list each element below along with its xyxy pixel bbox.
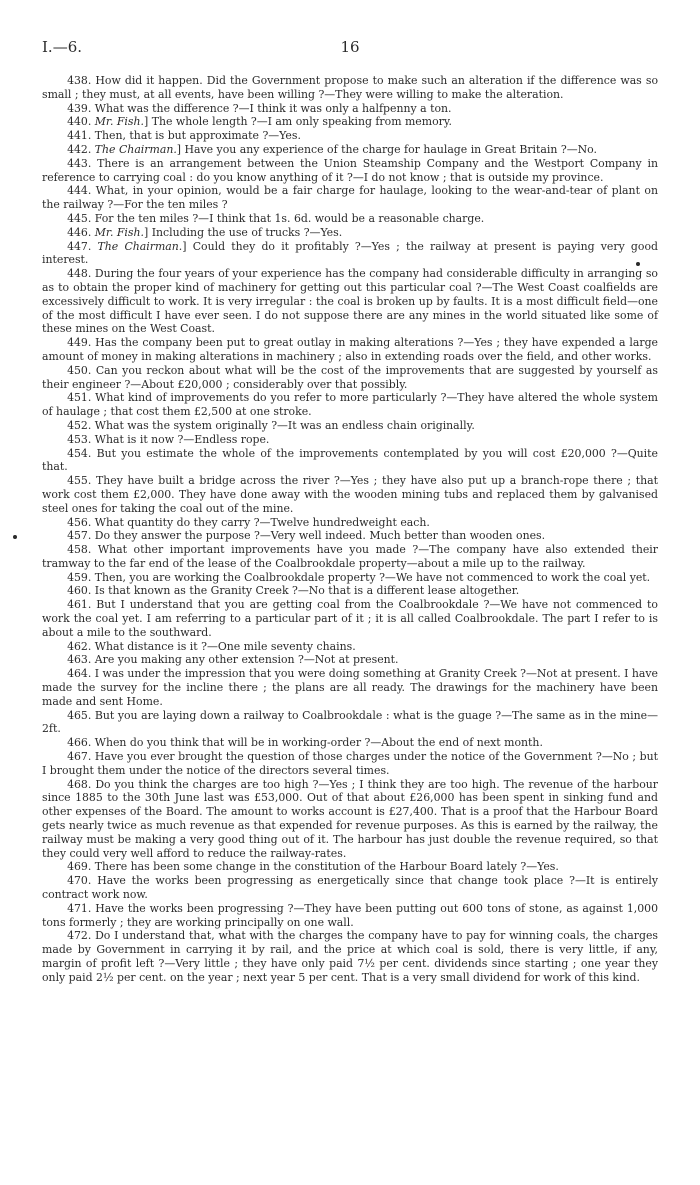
paragraph-text: 438. How did it happen. Did the Government propose to make such an alteration if the difference was so small ; they must, at all events, have been willing ?—They were willing to make the alteration. [42, 74, 658, 101]
paragraph-text: 461. But I understand that you are getting coal from the Coalbrookdale ?—We have not commenced to work the coal yet. I am referring to a particular part of it ; it is all called Coalbrookdale. The part I refer to is about a mile to the southward. [42, 598, 658, 639]
page-number: 16 [340, 38, 360, 56]
paragraph [42, 598, 658, 639]
speaker-name: The Chairman. [94, 142, 177, 156]
paragraph-text: 465. But you are laying down a railway to Coalbrookdale : what is the guage ?—The same as in the mine—2ft. [42, 708, 658, 736]
paragraph [42, 74, 658, 102]
paragraph [42, 778, 658, 861]
paragraph [42, 267, 658, 336]
paragraph-text: ] Including the use of trucks ?—Yes. [143, 225, 343, 239]
paragraph [42, 860, 658, 874]
paragraph [42, 129, 658, 143]
question-number: 440. [67, 115, 95, 129]
paragraph-text: 467. Have you ever brought the question of those charges under the notice of the Government ?—No ; but I brought them under the notice of the directors several times. [42, 750, 658, 777]
paragraph [42, 750, 658, 778]
paragraph-text: 462. What distance is it ?—One mile seventy chains. [67, 639, 356, 653]
paragraph [42, 640, 658, 654]
paragraph-text: 439. What was the difference ?—I think it was only a halfpenny a ton. [67, 101, 452, 115]
paragraph-text: 463. Are you making any other extension ?—Not at present. [67, 653, 399, 667]
paragraph [42, 653, 658, 667]
paragraph-text: 443. There is an arrangement between the Union Steamship Company and the Westport Company in reference to carrying coal : do you know anything of it ?—I do not know ; that is outside my province. [42, 156, 658, 184]
paragraph-text: 444. What, in your opinion, would be a fair charge for haulage, looking to the wear-and-tear of plant on the railway ?—For the ten miles ? [42, 184, 658, 212]
document-reference: I.—6. [42, 38, 83, 56]
speaker-name: The Chairman. [97, 239, 183, 253]
paragraph [42, 419, 658, 433]
paragraph-text: 460. Is that known as the Granity Creek ?—No that is a different lease altogether. [67, 584, 520, 598]
stray-ink-mark [636, 262, 640, 266]
paragraph [42, 336, 658, 364]
paragraph-text: 472. Do I understand that, what with the charges the company have to pay for winning coals, the charges made by Government in carrying it by rail, and the price at which coal is sold, there is very little, if any, margin of profit left ?—Very little ; they have only paid 7½ per cent. dividends since starting ; one year they only paid 2½ per cent. on the year ; next year 5 per cent. That is a very small dividend for work of this kind. [42, 929, 658, 984]
paragraph-text: 470. Have the works been progressing as energetically since that change took place ?—It is entirely contract work now. [42, 874, 658, 902]
paragraph-text: 450. Can you reckon about what will be the cost of the improvements that are suggested by yourself as their engineer ?—About £20,000 ; considerably over that possibly. [42, 363, 658, 391]
paragraph [42, 929, 658, 984]
paragraph-text: 457. Do they answer the purpose ?—Very well indeed. Much better than wooden ones. [67, 529, 546, 543]
paragraph [42, 226, 658, 240]
paragraph-text: 468. Do you think the charges are too high ?—Yes ; I think they are too high. The revenue of the harbour since 1885 to the 30th June last was £53,000. Out of that about £26,000 has been spent in sinking fund and other expenses of the Board. The amount to works account is £27,400. That is a proof that the Harbour Board gets nearly twice as much revenue as that expended for revenue purposes. As this is earned by the railway, the railway must be making a very good thing out of it. The harbour has just double the revenue required, so that they could very well afford to reduce the railway-rates. [42, 777, 659, 860]
paragraph-text: 455. They have built a bridge across the river ?—Yes ; they have also put up a branch-rope there ; that work cost them £2,000. They have done away with the wooden mining tubs and replaced them by galvanised steel ones for taking the coal out of the mine. [42, 474, 658, 515]
paragraph [42, 874, 658, 902]
paragraph [42, 709, 658, 737]
paragraph [42, 571, 658, 585]
paragraph-text: 453. What is it now ?—Endless rope. [67, 432, 270, 446]
paragraph [42, 474, 658, 515]
paragraph [42, 543, 658, 571]
paragraph [42, 529, 658, 543]
paragraph [42, 240, 658, 268]
speaker-name: Mr. Fish. [94, 115, 144, 129]
paragraph-text: 459. Then, you are working the Coalbrookdale property ?—We have not commenced to work the coal yet. [67, 570, 651, 584]
question-number: 446. [67, 225, 95, 239]
paragraph-text: ] Could they do it profitably ?—Yes ; the railway at present is paying very good interest. [42, 239, 658, 267]
paragraph [42, 184, 658, 212]
paragraph [42, 902, 658, 930]
paragraph-text: 458. What other important improvements have you made ?—The company have also extended their tramway to the far end of the lease of the Coalbrookdale property—about a mile up to the railway. [42, 543, 658, 570]
paragraph-text: ] The whole length ?—I am only speaking from memory. [143, 115, 453, 129]
paragraph-text: 448. During the four years of your experience has the company had considerable difficulty in arranging so as to obtain the proper kind of machinery for getting out this particular coal ?—The West Coast coalfields are excessively difficult to work. It is very irregular : the coal is broken up by faults. It is a most difficult field—one of the most difficult I have ever seen. I do not suppose there are any mines in the world situated like some of these mines on the West Coast. [42, 267, 658, 336]
paragraph [42, 433, 658, 447]
stray-ink-mark [13, 535, 17, 539]
paragraph [42, 667, 658, 708]
paragraph [42, 157, 658, 185]
paragraph-text: ] Have you any experience of the charge for haulage in Great Britain ?—No. [176, 142, 597, 156]
question-number: 447. [67, 239, 98, 253]
paragraph-text: 441. Then, that is but approximate ?—Yes. [67, 129, 301, 143]
paragraph-text: 469. There has been some change in the constitution of the Harbour Board lately ?—Yes. [67, 860, 559, 874]
paragraph [42, 102, 658, 116]
paragraph-text: 471. Have the works been progressing ?—They have been putting out 600 tons of stone, as against 1,000 tons formerly ; they are working principally on one wall. [42, 901, 658, 929]
paragraph-text: 445. For the ten miles ?—I think that 1s. 6d. would be a reasonable charge. [67, 211, 485, 225]
paragraph [42, 447, 658, 475]
paragraph-text: 454. But you estimate the whole of the improvements contemplated by you will cost £20,000 ?—Quite that. [42, 446, 658, 474]
paragraph-text: 464. I was under the impression that you were doing something at Granity Creek ?—Not at present. I have made the survey for the incline there ; the plans are all ready. The drawings for the machinery have been made and sent Home. [42, 667, 658, 708]
paragraph-text: 456. What quantity do they carry ?—Twelve hundredweight each. [67, 515, 430, 529]
speaker-name: Mr. Fish. [94, 225, 144, 239]
page-header [42, 38, 658, 62]
paragraph [42, 143, 658, 157]
paragraph-text: 449. Has the company been put to great outlay in making alterations ?—Yes ; they have expended a large amount of money in making alterations in machinery ; also in extending roads over the field, and other works. [42, 336, 658, 363]
paragraph [42, 212, 658, 226]
paragraph-text: 466. When do you think that will be in working-order ?—About the end of next month. [67, 736, 543, 750]
paragraph [42, 115, 658, 129]
paragraph [42, 736, 658, 750]
paragraph [42, 391, 658, 419]
question-number: 442. [67, 142, 95, 156]
paragraph [42, 516, 658, 530]
paragraph-text: 452. What was the system originally ?—It was an endless chain originally. [67, 418, 475, 432]
document-body [42, 74, 658, 985]
paragraph-text: 451. What kind of improvements do you refer to more particularly ?—They have altered the whole system of haulage ; that cost them £2,500 at one stroke. [42, 391, 658, 419]
paragraph [42, 584, 658, 598]
paragraph [42, 364, 658, 392]
